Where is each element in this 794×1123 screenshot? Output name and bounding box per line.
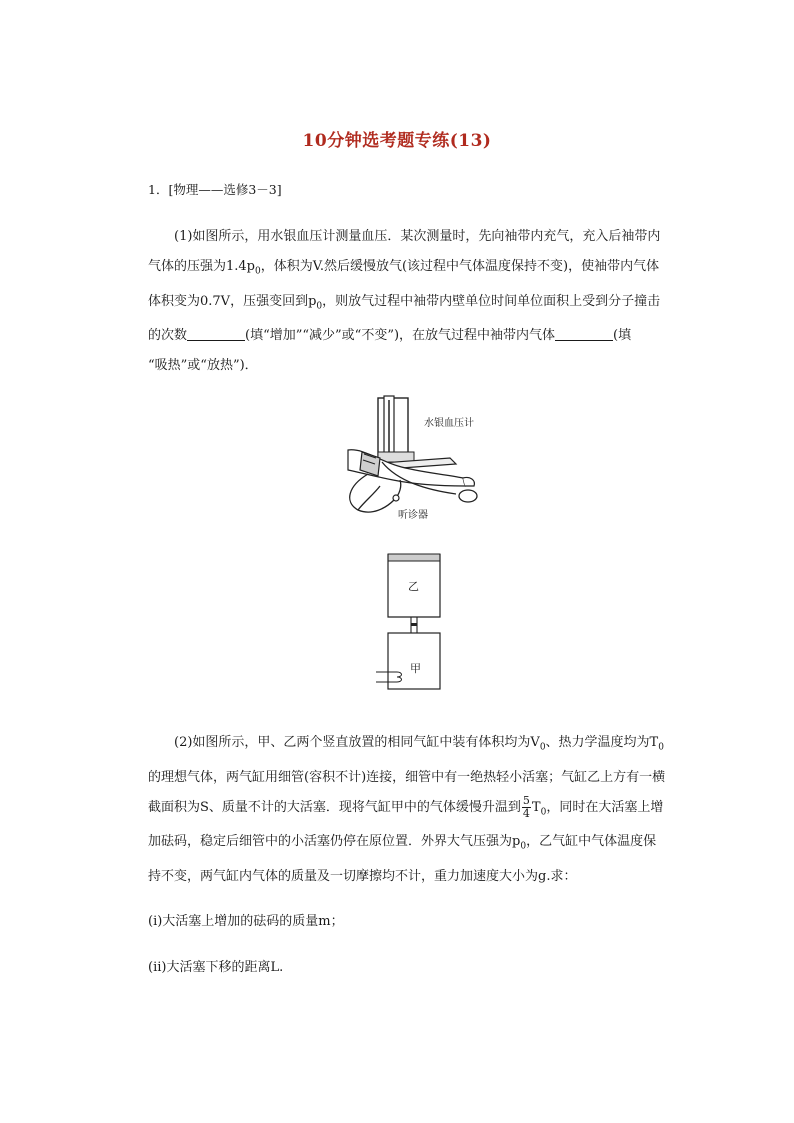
sub-question-1: (ⅰ)大活塞上增加的砝码的质量m；: [148, 914, 344, 929]
part2-line-2: 的理想气体，两气缸用细管(容积不计)连接，细管中有一绝热轻小活塞；气缸乙上方有一横: [148, 769, 666, 785]
cylinders-figure: [360, 550, 450, 699]
answer-blank-1[interactable]: [187, 327, 245, 341]
question-part-1: [148, 222, 672, 381]
fraction-five-fourths: $\frac{5}{4}$: [522, 793, 530, 820]
part1-line-5: “吸热”或“放热”)．: [148, 358, 258, 374]
part2-line-3: 截面积为S、质量不计的大活塞．现将气缸甲中的气体缓慢升温到 $\frac{5}{4}$ $T_0$，同时在大活塞上增: [148, 793, 664, 820]
part1-line-2: 气体的压强为$1.4p_0$，体积为V.然后缓慢放气(该过程中气体温度保持不变)，使袖带内气体: [148, 259, 660, 277]
part1-line-1: (1)如图所示，用水银血压计测量血压．某次测量时，先向袖带内充气，充入后袖带内: [174, 229, 661, 244]
part2-line-5: 持不变，两气缸内气体的质量及一切摩擦均不计，重力加速度大小为g.求：: [148, 868, 577, 884]
manometer-label: 水银血压计: [424, 418, 474, 429]
sphygmomanometer-figure: [338, 390, 498, 524]
sub-question-2: (ⅱ)大活塞下移的距离L.: [148, 960, 284, 975]
section-label: 1．[物理——选修3－3]: [148, 182, 282, 197]
question-part-2: [148, 728, 672, 892]
page-title: 10分钟选考题专练(13): [302, 131, 492, 151]
stethoscope-label: 听诊器: [398, 510, 428, 521]
cylinder-a-label: 甲: [410, 662, 421, 675]
cylinder-b-label: 乙: [408, 580, 419, 593]
answer-blank-2[interactable]: [555, 327, 613, 341]
part1-line-3: 体积变为0.7V，压强变回到$p_0$，则放气过程中袖带内壁单位时间单位面积上受到分子撞击: [148, 293, 661, 312]
part1-line-4: 的次数 (填“增加”“减少”或“不变”)，在放气过程中袖带内气体 (填: [148, 328, 632, 344]
part2-line-1: (2)如图所示，甲、乙两个竖直放置的相同气缸中装有体积均为$V_0$、热力学温度均为$T_0$: [174, 735, 664, 753]
part2-line-4: 加砝码，稳定后细管中的小活塞仍停在原位置．外界大气压强为$p_0$，乙气缸中气体温度保: [148, 834, 657, 852]
